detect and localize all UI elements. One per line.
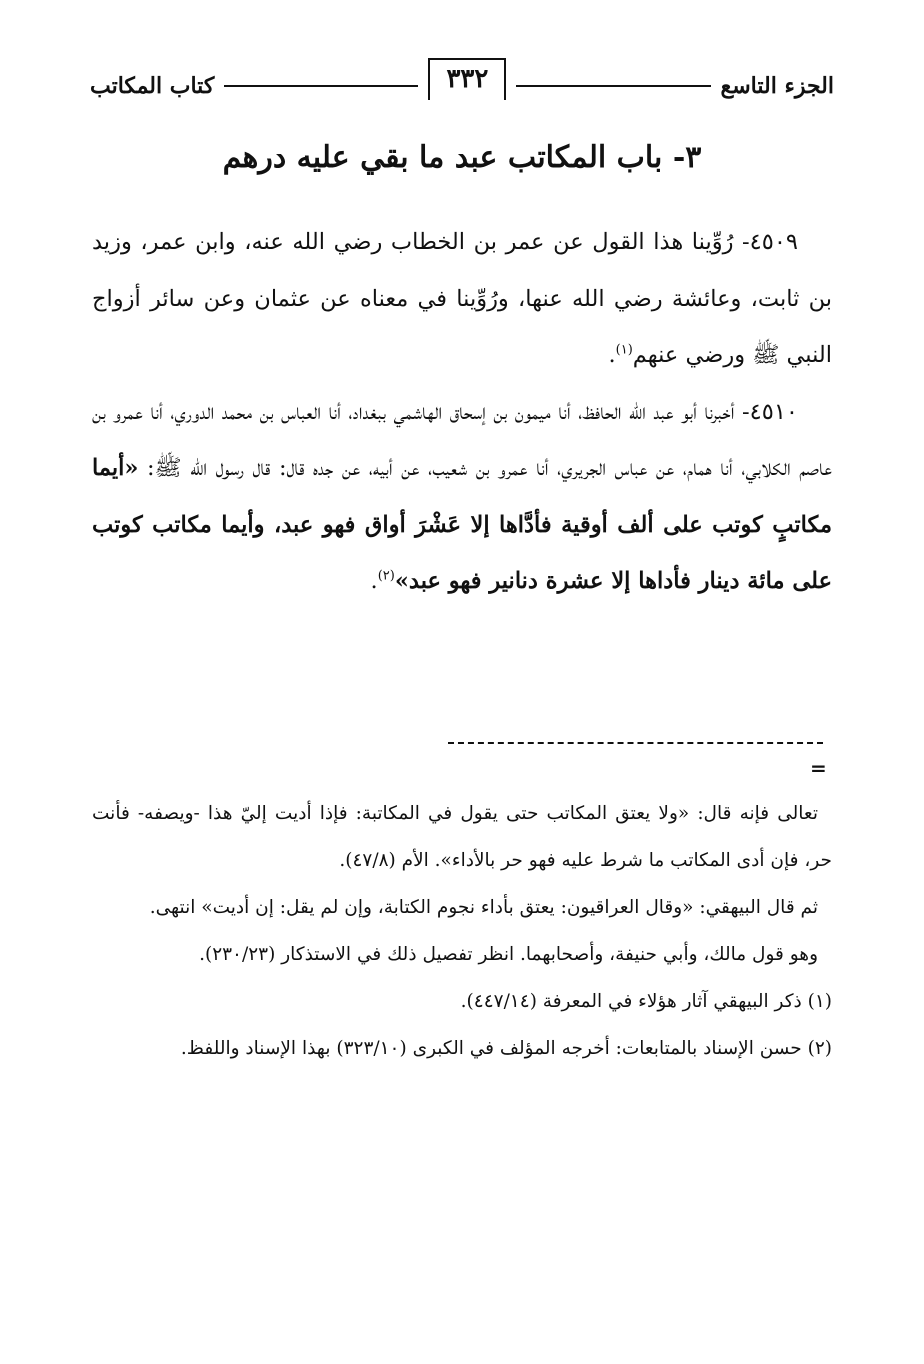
book-label: كتاب المكاتب (90, 73, 215, 99)
footnote-ref-1: (١) (615, 342, 633, 358)
footnote-2: (٢) حسن الإسناد بالمتابعات: أخرجه المؤلف في الكبرى (٣٢٣/١٠) بهذا الإسناد واللفظ. (180, 1038, 832, 1059)
footnote-ref-2: (٢) (377, 568, 395, 584)
note-continued-2: ثم قال البيهقي: «وقال العراقيون: يعتق بأداء نجوم الكتابة، وإن لم يقل: إن أديت» انتهى. (149, 897, 818, 918)
note-continued-1: تعالى فإنه قال: «ولا يعتق المكاتب حتى يقول في المكاتبة: فإذا أديت إليّ هذا -ويصفه- فأنت حر، فإن أدى المكاتب ما شرط عليه فهو حر بالأداء». الأم (٤٧/٨). (92, 803, 832, 871)
paragraph-text: ٤٥٠٩- رُوِّينا هذا القول عن عمر بن الخطاب رضي الله عنه، وابن عمر، وزيد بن ثابت، وعائشة رضي الله عنها، ورُوِّينا في معناه عن عثمان وعن سائر أزواج النبي ﷺ ورضي عنهم (92, 229, 832, 368)
header-rule-right (516, 85, 710, 87)
paragraph-4509 (92, 214, 832, 384)
header-rule-left (224, 85, 418, 87)
paragraph-end: . (608, 342, 616, 368)
note-continued-3: وهو قول مالك، وأبي حنيفة، وأصحابهما. انظر تفصيل ذلك في الاستذكار (٢٣٠/٢٣). (199, 944, 818, 965)
running-header (90, 58, 834, 114)
hadith-quote: «أيما مكاتبٍ كوتب على ألف أوقية فأدَّاها إلا عَشْرَ أواق فهو عبد، وأيما مكاتب كوتب على مائة دينار فأداها إلا عشرة دنانير فهو عبد» (92, 455, 832, 594)
paragraph-text: ٤٥١٠- أخبرنا أبو عبد الله الحافظ، أنا ميمون بن إسحاق الهاشمي ببغداد، أنا العباس بن محمد الدوري، أنا عمرو بن عاصم الكلابي، أنا همام، عن عباس الجريري، أنا عمرو بن شعيب، عن أبيه، عن جده قال: قال رسول الله ﷺ: (92, 398, 832, 481)
continuation-mark: = (810, 756, 827, 780)
footnote-separator (448, 742, 823, 744)
main-text (92, 214, 832, 610)
paragraph-4510 (92, 384, 832, 610)
page-number: ٣٣٢ (428, 58, 506, 100)
volume-label: الجزء التاسع (720, 73, 834, 99)
paragraph-end: . (370, 568, 378, 594)
chapter-title: ٣- باب المكاتب عبد ما بقي عليه درهم (222, 140, 702, 175)
footnotes (92, 790, 832, 1072)
footnote-1: (١) ذكر البيهقي آثار هؤلاء في المعرفة (٤٤٧/١٤). (460, 991, 832, 1012)
